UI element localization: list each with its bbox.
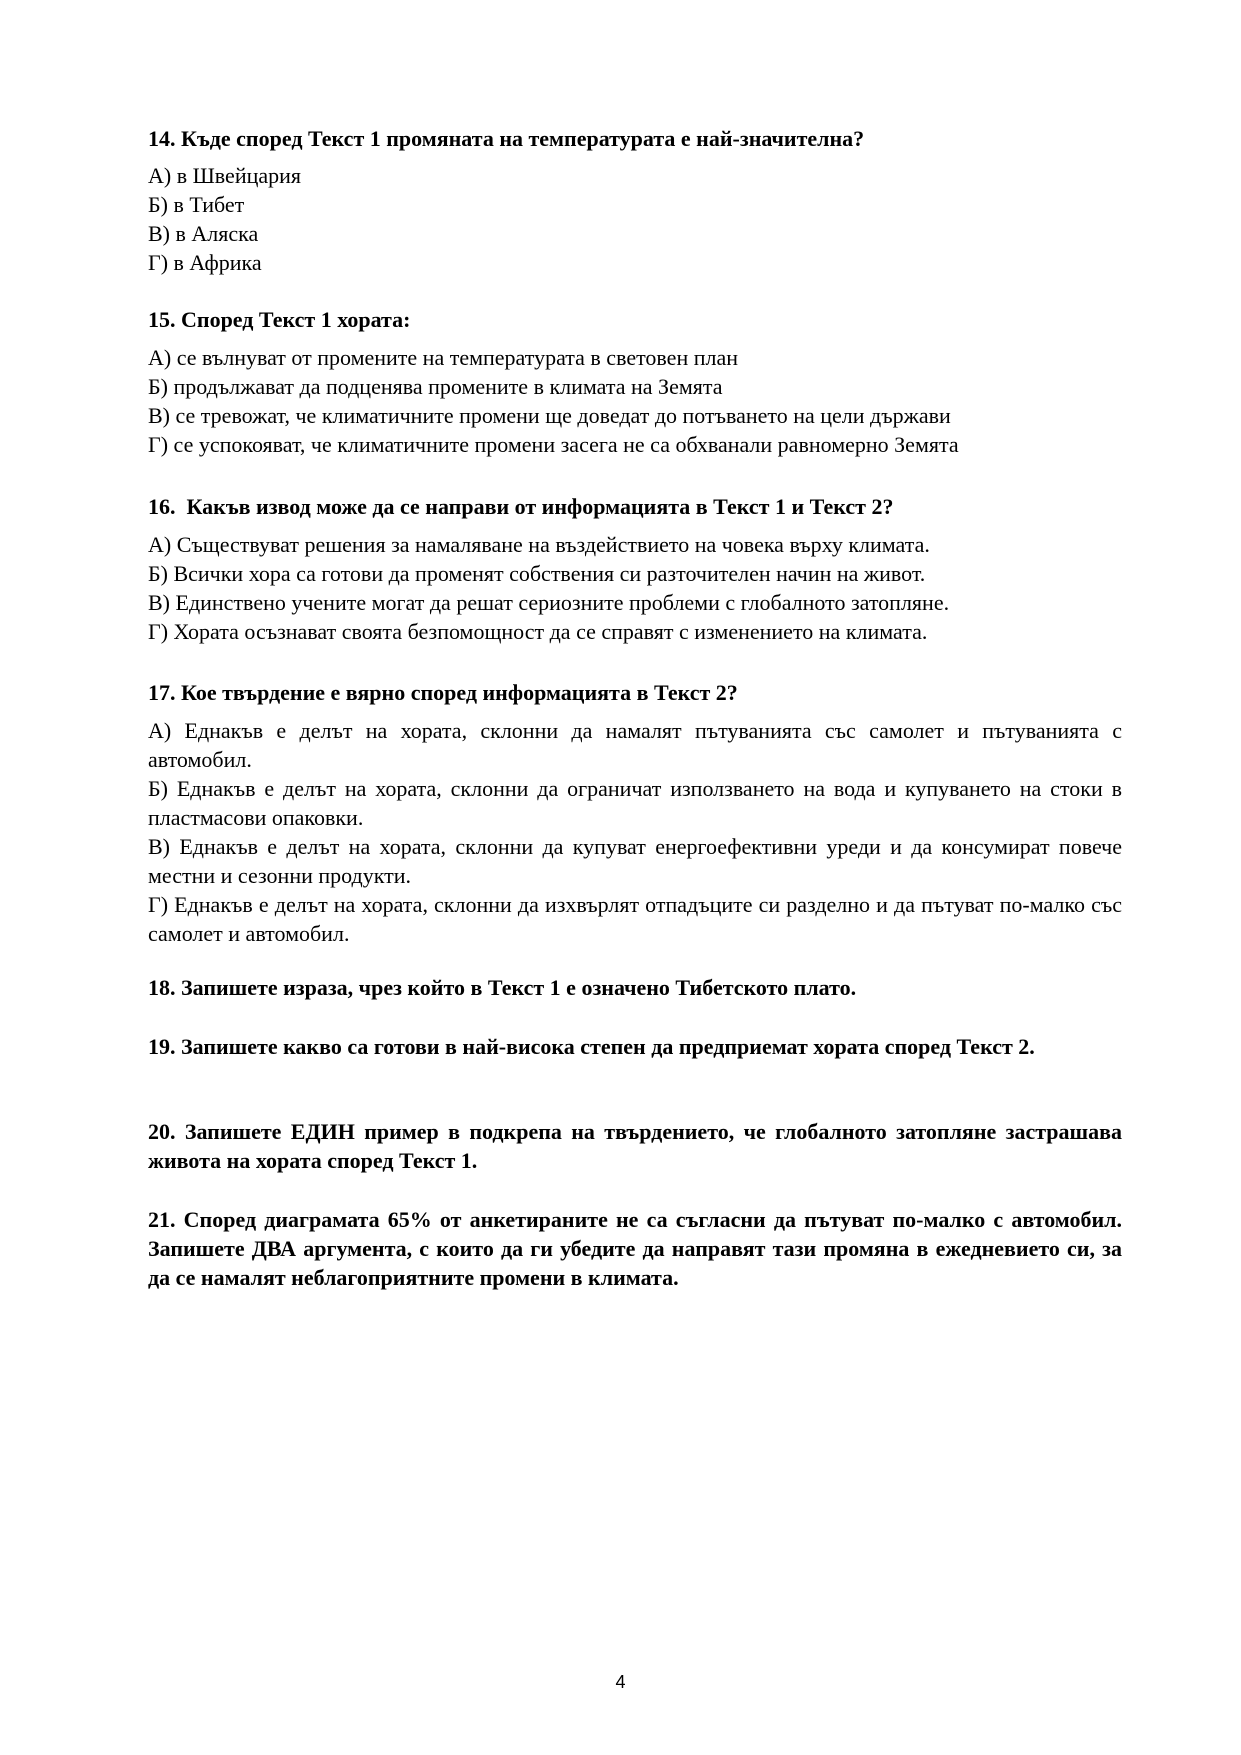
question-14-option-a: А) в Швейцария bbox=[148, 163, 302, 188]
question-17-option-d: Г) Еднакъв е делът на хората, склонни да изхвърлят отпадъците си разделно и да пътуват по-малко със самолет и автомобил. bbox=[148, 892, 1122, 946]
question-17 bbox=[148, 678, 1122, 948]
question-15 bbox=[148, 305, 1122, 459]
question-21-text: 21. Според диаграмата 65% от анкетираните не са съгласни да пътуват по-малко с автомобил. Запишете ДВА аргумента, с които да ги убедите да направят тази промяна в ежедневието си, за да се намалят неблагоприятните промени в климата. bbox=[148, 1207, 1122, 1290]
question-19-text: 19. Запишете какво са готови в най-висока степен да предприемат хората според Текст 2. bbox=[148, 1034, 1035, 1059]
question-16-option-a: А) Съществуват решения за намаляване на въздействието на човека върху климата. bbox=[148, 532, 930, 557]
question-15-option-d: Г) се успокояват, че климатичните промени засега не са обхванали равномерно Земята bbox=[148, 432, 959, 457]
question-17-option-c: В) Еднакъв е делът на хората, склонни да купуват енергоефективни уреди и да консумират повече местни и сезонни продукти. bbox=[148, 834, 1122, 888]
question-14-option-b: Б) в Тибет bbox=[148, 192, 245, 217]
question-17-text: 17. Кое твърдение е вярно според информацията в Текст 2? bbox=[148, 680, 738, 705]
question-15-option-b: Б) продължават да подценява промените в климата на Земята bbox=[148, 374, 723, 399]
question-14-option-c: В) в Аляска bbox=[148, 221, 259, 246]
question-18-text: 18. Запишете израза, чрез който в Текст 1 е означено Тибетското плато. bbox=[148, 975, 857, 1000]
question-14-text: 14. Къде според Текст 1 промяната на температурата е най-значителна? bbox=[148, 126, 865, 151]
question-15-text: 15. Според Текст 1 хората: bbox=[148, 307, 411, 332]
page-number: 4 bbox=[615, 1672, 626, 1692]
question-17-option-b: Б) Еднакъв е делът на хората, склонни да ограничат използването на вода и купуването на стоки в пластмасови опаковки. bbox=[148, 776, 1122, 830]
question-15-option-a: А) се вълнуват от промените на температурата в световен план bbox=[148, 345, 739, 370]
question-14-option-d: Г) в Африка bbox=[148, 250, 262, 275]
question-15-option-c: В) се тревожат, че климатичните промени ще доведат до потъването на цели държави bbox=[148, 403, 951, 428]
question-16-option-d: Г) Хората осъзнават своята безпомощност да се справят с изменението на климата. bbox=[148, 619, 928, 644]
question-16 bbox=[148, 492, 1122, 646]
question-17-option-a: А) Еднакъв е делът на хората, склонни да намалят пътуванията със самолет и пътуванията с автомобил. bbox=[148, 718, 1122, 772]
question-14 bbox=[148, 124, 1122, 277]
question-16-text: 16. Какъв извод може да се направи от информацията в Текст 1 и Текст 2? bbox=[148, 494, 894, 519]
question-20-text: 20. Запишете ЕДИН пример в подкрепа на твърдението, че глобалното затопляне застрашава живота на хората според Текст 1. bbox=[148, 1119, 1122, 1173]
question-16-option-c: В) Единствено учените могат да решат сериозните проблеми с глобалното затопляне. bbox=[148, 590, 950, 615]
question-16-option-b: Б) Всички хора са готови да променят собствения си разточителен начин на живот. bbox=[148, 561, 926, 586]
